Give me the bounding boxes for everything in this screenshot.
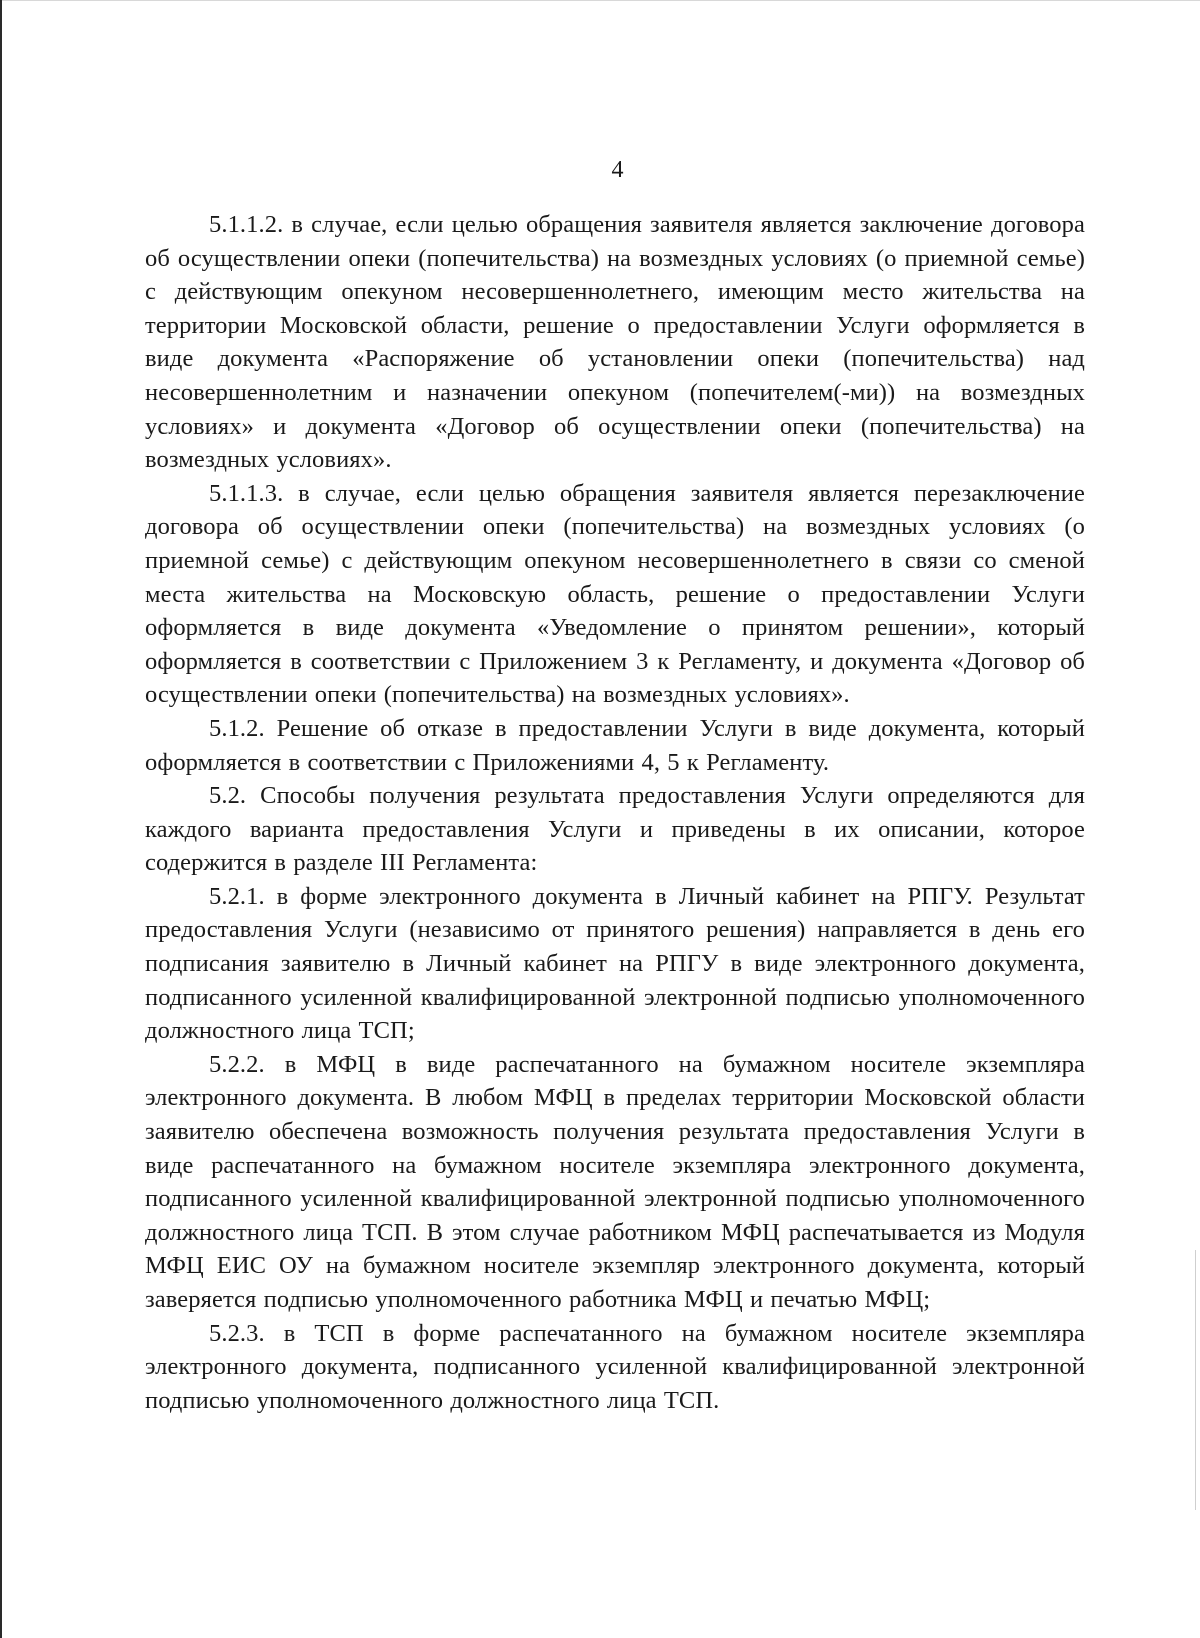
scan-edge-right bbox=[1195, 1250, 1196, 1510]
paragraph-5-1-2: 5.1.2. Решение об отказе в предоставлении Услуги в виде документа, который оформляется в соответствии с Приложениями 4, 5 к Регламенту. bbox=[145, 714, 1085, 776]
paragraph-5-2-3: 5.2.3. в ТСП в форме распечатанного на бумажном носителе экземпляра электронного документа, подписанного усиленной квалифицированной электронной подписью уполномоченного должностного лица ТСП. bbox=[145, 1319, 1085, 1414]
page-number: 4 bbox=[611, 157, 624, 183]
paragraph-5-1-1-3: 5.1.1.3. в случае, если целью обращения заявителя является перезаключение договора об осуществлении опеки (попечительства) на возмездных условиях (о приемной семье) с действующим опекуном несовершеннолетнего в связи со сменой места жительства на Московскую область, решение о предоставлении Услуги оформляется в виде документа «Уведомление о принятом решении», который оформляется в соответствии с Приложением 3 к Регламенту, и документа «Договор об осуществлении опеки (попечительства) на возмездных условиях». bbox=[145, 479, 1085, 709]
paragraph-5-2-1: 5.2.1. в форме электронного документа в Личный кабинет на РПГУ. Результат предоставления Услуги (независимо от принятого решения) направляется в день его подписания заявителю в Личный кабинет на РПГУ в виде электронного документа, подписанного усиленной квалифицированной электронной подписью уполномоченного должностного лица ТСП; bbox=[145, 882, 1085, 1045]
scan-edge-left bbox=[0, 0, 2, 1638]
paragraph-5-2: 5.2. Способы получения результата предоставления Услуги определяются для каждого варианта предоставления Услуги и приведены в их описании, которое содержится в разделе III Регламента: bbox=[145, 782, 1085, 877]
document-body bbox=[145, 208, 1085, 1417]
scan-edge-top bbox=[0, 0, 1200, 1]
paragraph-5-1-1-2: 5.1.1.2. в случае, если целью обращения заявителя является заключение договора об осуществлении опеки (попечительства) на возмездных условиях (о приемной семье) с действующим опекуном несовершеннолетнего, имеющим место жительства на территории Московской области, решение о предоставлении Услуги оформляется в виде документа «Распоряжение об установлении опеки (попечительства) над несовершеннолетним и назначении опекуном (попечителем(-ми)) на возмездных условиях» и документа «Договор об осуществлении опеки (попечительства) на возмездных условиях». bbox=[145, 211, 1085, 474]
paragraph-5-2-2: 5.2.2. в МФЦ в виде распечатанного на бумажном носителе экземпляра электронного документа. В любом МФЦ в пределах территории Московской области заявителю обеспечена возможность получения результата предоставления Услуги в виде распечатанного на бумажном носителе экземпляра электронного документа, подписанного усиленной квалифицированной электронной подписью уполномоченного должностного лица ТСП. В этом случае работником МФЦ распечатывается из Модуля МФЦ ЕИС ОУ на бумажном носителе экземпляр электронного документа, который заверяется подписью уполномоченного работника МФЦ и печатью МФЦ; bbox=[145, 1050, 1085, 1313]
